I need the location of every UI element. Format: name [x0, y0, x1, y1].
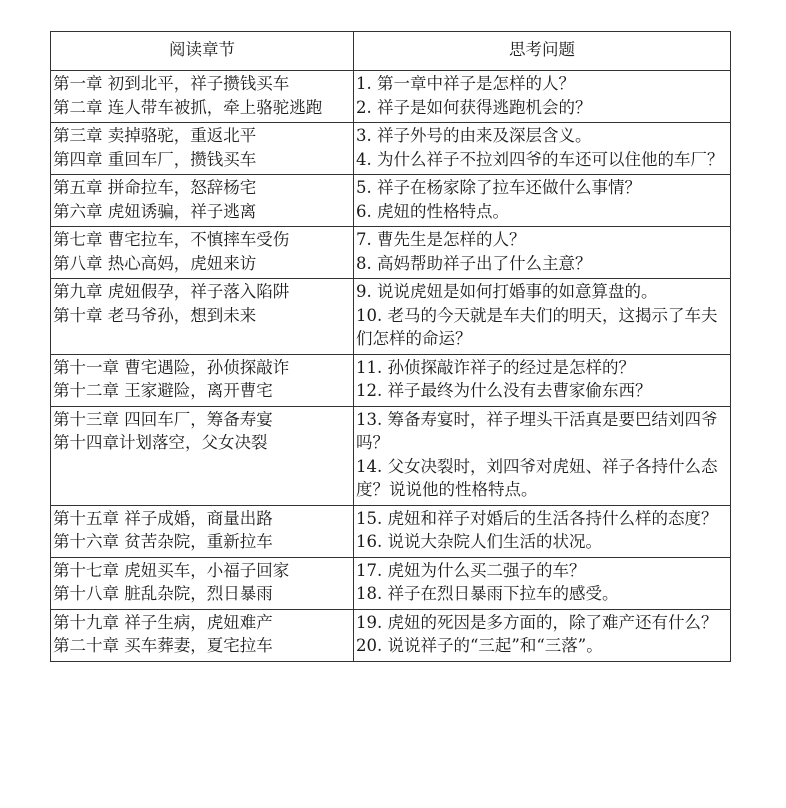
chapter-entry: 第十九章 祥子生病，虎妞难产 [53, 612, 273, 632]
chapter-entry: 第一章 初到北平，祥子攒钱买车 [53, 74, 290, 93]
chapter-entry: 第十一章 曹宅遇险，孙侦探敲诈 [53, 357, 290, 377]
questions-cell [354, 354, 731, 406]
table-header-row [51, 32, 731, 71]
chapter-entry: 第三章 卖掉骆驼，重返北平 [53, 126, 257, 145]
table-row [51, 354, 731, 406]
reading-guide-table-container [50, 31, 730, 662]
chapters-cell [51, 505, 354, 557]
table-row [51, 123, 731, 175]
chapters-cell [51, 354, 354, 406]
questions-cell [354, 505, 731, 557]
question-entry: 5. 祥子在杨家除了拉车还做什么事情？ [356, 178, 641, 197]
questions-cell [354, 123, 731, 175]
chapter-entry: 第二十章 买车葬妻，夏宅拉车 [53, 636, 273, 655]
question-entry: 11. 孙侦探敲诈祥子的经过是怎样的？ [356, 357, 635, 377]
chapter-entry: 第十八章 脏乱杂院，烈日暴雨 [53, 584, 273, 603]
question-entry: 19. 虎妞的死因是多方面的，除了难产还有什么？ [356, 612, 718, 632]
chapters-cell [51, 227, 354, 279]
header-questions: 思考问题 [354, 32, 731, 71]
chapters-cell [51, 123, 354, 175]
question-entry: 9. 说说虎妞是如何打婚事的如意算盘的。 [356, 282, 658, 301]
questions-cell [354, 609, 731, 661]
questions-cell [354, 279, 731, 355]
question-entry: 17. 虎妞为什么买二强子的车？ [356, 560, 586, 580]
questions-cell [354, 557, 731, 609]
question-entry: 14. 父女决裂时，刘四爷对虎妞、祥子各持什么态度？说说他的性格特点。 [356, 456, 718, 499]
header-chapters: 阅读章节 [51, 32, 354, 71]
chapters-cell [51, 71, 354, 123]
chapters-cell [51, 279, 354, 355]
chapters-cell [51, 175, 354, 227]
question-entry: 6. 虎妞的性格特点。 [356, 201, 509, 221]
table-row [51, 227, 731, 279]
table-row [51, 505, 731, 557]
table-row [51, 279, 731, 355]
chapter-entry: 第十六章 贫苦杂院，重新拉车 [53, 532, 273, 551]
questions-cell [354, 175, 731, 227]
question-entry: 7. 曹先生是怎样的人？ [356, 230, 526, 249]
chapter-entry: 第十五章 祥子成婚，商量出路 [53, 508, 273, 528]
chapter-entry: 第二章 连人带车被抓，牵上骆驼逃跑 [53, 97, 323, 117]
chapters-cell [51, 609, 354, 661]
question-entry: 1. 第一章中祥子是怎样的人？ [356, 74, 575, 93]
question-entry: 3. 祥子外号的由来及深层含义。 [356, 126, 592, 145]
questions-cell [354, 227, 731, 279]
chapters-cell [51, 557, 354, 609]
question-entry: 15. 虎妞和祥子对婚后的生活各持什么样的态度？ [356, 508, 718, 528]
question-entry: 18. 祥子在烈日暴雨下拉车的感受。 [356, 584, 619, 603]
chapter-entry: 第八章 热心高妈，虎妞来访 [53, 253, 257, 273]
chapter-entry: 第四章 重回车厂，攒钱买车 [53, 149, 257, 169]
table-row [51, 406, 731, 505]
table-row [51, 175, 731, 227]
chapter-entry: 第十七章 虎妞买车，小福子回家 [53, 560, 290, 580]
chapter-entry: 第六章 虎妞诱骗，祥子逃离 [53, 201, 257, 221]
chapter-entry: 第十二章 王家避险，离开曹宅 [53, 381, 273, 400]
question-entry: 20. 说说祥子的“三起”和“三落”。 [356, 636, 603, 655]
chapter-entry: 第七章 曹宅拉车，不慎摔车受伤 [53, 230, 290, 249]
question-entry: 13. 筹备寿宴时，祥子埋头干活真是要巴结刘四爷吗？ [356, 409, 718, 452]
questions-cell [354, 406, 731, 505]
table-row [51, 71, 731, 123]
question-entry: 12. 祥子最终为什么没有去曹家偷东西？ [356, 381, 652, 400]
questions-cell [354, 71, 731, 123]
chapters-cell [51, 406, 354, 505]
chapter-entry: 第十四章计划落空，父女决裂 [53, 433, 268, 452]
table-row [51, 609, 731, 661]
question-entry: 2. 祥子是如何获得逃跑机会的？ [356, 97, 592, 117]
question-entry: 8. 高妈帮助祥子出了什么主意？ [356, 253, 592, 273]
chapter-entry: 第五章 拼命拉车，怒辞杨宅 [53, 178, 257, 197]
chapter-entry: 第九章 虎妞假孕，祥子落入陷阱 [53, 282, 290, 301]
question-entry: 4. 为什么祥子不拉刘四爷的车还可以住他的车厂？ [356, 149, 724, 169]
reading-guide-table [50, 31, 731, 662]
chapter-entry: 第十章 老马爷孙，想到未来 [53, 305, 257, 325]
question-entry: 10. 老马的今天就是车夫们的明天，这揭示了车夫们怎样的命运？ [356, 305, 718, 348]
chapter-entry: 第十三章 四回车厂，筹备寿宴 [53, 409, 273, 429]
question-entry: 16. 说说大杂院人们生活的状况。 [356, 532, 602, 551]
table-row [51, 557, 731, 609]
